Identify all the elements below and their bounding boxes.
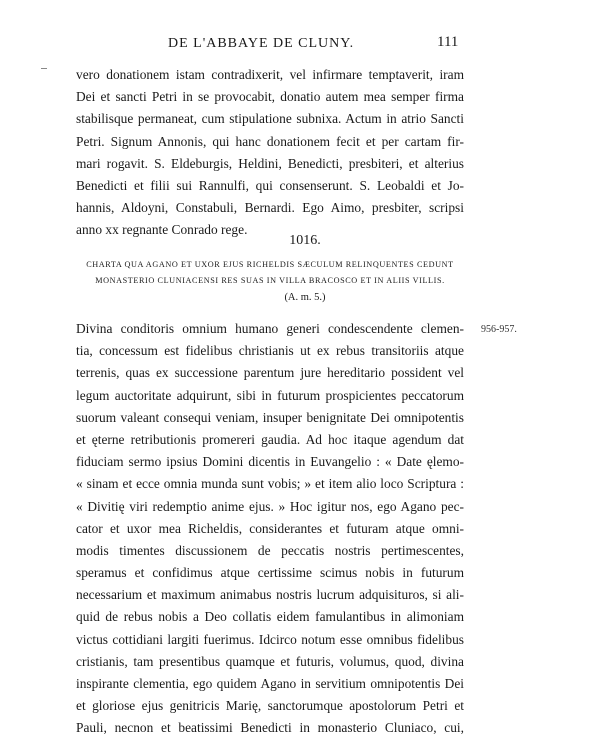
text-line: legum auctoritate adquirunt, sibi in futurum prospicientes peccatorum bbox=[76, 387, 464, 403]
text-line: et gloriose ejus genitricis Marię, sanctorumque apostolorum Petri et bbox=[76, 698, 464, 714]
text-line: vero donationem istam contradixerit, vel infirmare temptaverit, iram bbox=[76, 67, 464, 82]
text-line: « Divitię viri redemptio anime ejus. » Hoc igitur nos, ego Agano pec- bbox=[76, 498, 464, 514]
margin-date-note: 956-957. bbox=[481, 324, 517, 335]
text-line: cristianis, tam presentibus quamque et futuris, volumus, quod, divina bbox=[76, 653, 464, 669]
page-number: 111 bbox=[437, 34, 459, 50]
text-line: cator et uxor mea Richeldis, considerantes et futuram atque omni- bbox=[76, 520, 464, 536]
rubric-line: MONASTERIO CLUNIACENSI RES SUAS IN VILLA BRACOSCO ET IN ALIIS VILLIS. bbox=[95, 276, 445, 285]
rubric-line: CHARTA QUA AGANO ET UXOR EJUS RICHELDIS SÆCULUM RELINQUENTES CEDUNT bbox=[86, 260, 454, 269]
text-line: tia, concessum est fidelibus christianis ut ex rebus transitoriis atque bbox=[76, 343, 464, 359]
text-line: Dei et sancti Petri in se provocabit, donatio autem mea semper firma bbox=[76, 89, 464, 105]
text-line: fiduciam sermo ipsius Domini dicentis in Euvangelio : « Date ęlemo- bbox=[76, 454, 464, 470]
text-line: victus cottidiani largiti fuerimus. Idcirco notum esse omnibus fidelibus bbox=[76, 631, 464, 647]
text-line: quid de rebus nobis a Deo collatis eidem famulantibus in alimoniam bbox=[76, 609, 464, 625]
text-line: hannis, Aldoyni, Constabuli, Bernardi. Ego Aimo, presbiter, scripsi bbox=[76, 200, 464, 216]
text-line: « sinam et ecce omnia munda sunt vobis; » et item alio loco Scriptura : bbox=[76, 476, 464, 492]
running-head: DE L'ABBAYE DE CLUNY. bbox=[168, 36, 355, 51]
text-line: Benedicti et filii sui Rannulfi, qui consenserunt. S. Leobaldi et Jo- bbox=[76, 177, 464, 193]
charter-number: 1016. bbox=[289, 233, 321, 248]
text-line: modis timentes discussionem de peccatis nostris pertimescentes, bbox=[76, 542, 464, 558]
text-line: Divina conditoris omnium humano generi condescendente clemen- bbox=[76, 321, 464, 336]
text-line: Petri. Signum Annonis, qui hanc donationem fecit et per cartam fir- bbox=[76, 133, 464, 149]
charter-rubric bbox=[82, 257, 458, 289]
text-line: et ęterne retributionis promereri gaudia. Ad hoc itaque agendum dat bbox=[76, 431, 464, 447]
text-line: terrenis, quas ex successione parentum jure hereditario possident vel bbox=[76, 365, 464, 381]
text-line: speramus et confidimus atque certissime scimus nobis in futurum bbox=[76, 565, 464, 581]
text-line: stabilisque permaneat, cum stipulatione subnixa. Actum in atrio Sancti bbox=[76, 111, 464, 127]
text-line: mari rogavit. S. Eldeburgis, Heldini, Benedicti, presbiteri, et alterius bbox=[76, 155, 464, 171]
text-line: Pauli, necnon et beatissimi Benedicti in monasterio Cluniaco, cui, bbox=[76, 720, 464, 736]
text-line: inspirante clementia, ego quidem Agano in servitium omnipotentis Dei bbox=[76, 676, 464, 691]
text-line: suorum valeant consequi veniam, insuper benignitate Dei omnipotentis bbox=[76, 409, 464, 425]
text-line: necessarium et maximum animabus nostris lucrum adquisituros, si ali- bbox=[76, 587, 464, 603]
text-block-previous-charter bbox=[76, 64, 464, 242]
text-line: anno xx regnante Conrado rege. bbox=[76, 222, 248, 238]
margin-mark bbox=[41, 68, 47, 69]
text-block-charter-body bbox=[76, 318, 464, 740]
charter-date: (A. m. 5.) bbox=[284, 292, 326, 303]
